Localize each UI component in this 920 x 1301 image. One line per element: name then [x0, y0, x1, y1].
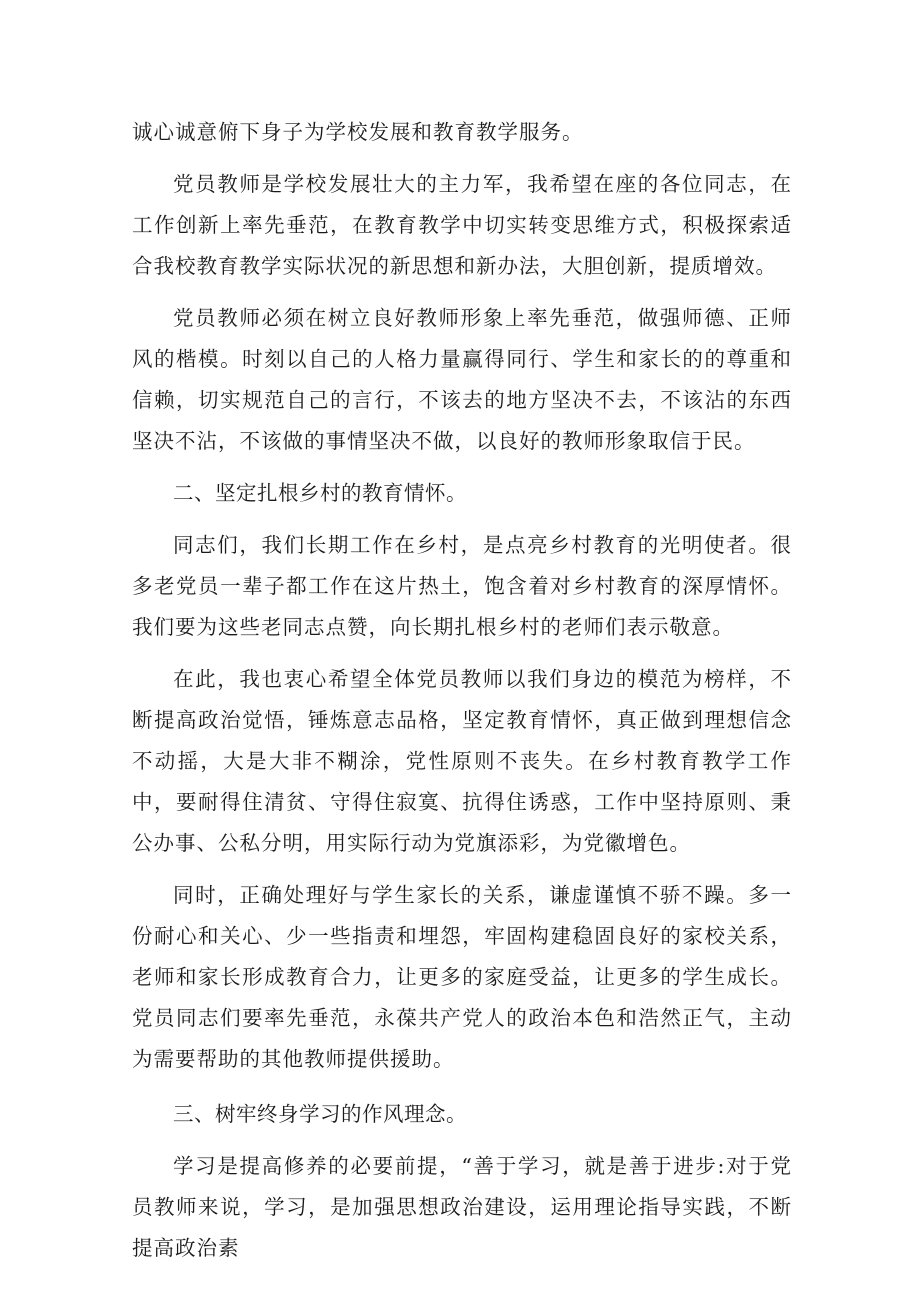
paragraph-rural-education: 同志们，我们长期工作在乡村，是点亮乡村教育的光明使者。很多老党员一辈子都工作在这片热土，饱含着对乡村教育的深厚情怀。我们要为这些老同志点赞，向长期扎根乡村的老师们表示敬意。 — [132, 533, 792, 639]
paragraph-role-models: 在此，我也衷心希望全体党员教师以我们身边的模范为榜样，不断提高政治觉悟，锤炼意志品格，坚定教育情怀，真正做到理想信念不动摇，大是大非不糊涂，党性原则不丧失。在乡村教育教学工作中，要耐得住清贫、守得住寂寞、抗得住诱惑，工作中坚持原则、秉公办事、公私分明，用实际行动为党旗添彩，为党徽增色。 — [132, 667, 792, 855]
document-page — [132, 112, 792, 1269]
section-heading-three: 三、树牢终身学习的作风理念。 — [173, 1102, 467, 1126]
paragraph-gap — [132, 153, 792, 164]
paragraph-innovation: 党员教师是学校发展壮大的主力军，我希望在座的各位同志，在工作创新上率先垂范，在教育教学中切实转变思维方式，积极探索适合我校教育教学实际状况的新思想和新办法，大胆创新，提质增效。 — [132, 172, 792, 278]
paragraph-gap — [132, 864, 792, 875]
paragraph-lifelong-learning: 学习是提高修养的必要前提，“善于学习，就是善于进步:对于党员教师来说，学习，是加强思想政治建设，运用理论指导实践，不断提高政治素 — [132, 1154, 792, 1260]
paragraph-gap — [132, 648, 792, 659]
paragraph-continuation: 诚心诚意俯下身子为学校发展和教育教学服务。 — [132, 120, 584, 144]
paragraph-teacher-image: 党员教师必须在树立良好教师形象上率先垂范，做强师德、正师风的楷模。时刻以自己的人格力量赢得同行、学生和家长的的尊重和信赖，切实规范自己的言行，不该去的地方坚决不去，不该沾的东西坚决不沾，不该做的事情坚决不做，以良好的教师形象取信于民。 — [132, 306, 792, 453]
paragraph-gap — [132, 462, 792, 473]
paragraph-gap — [132, 1135, 792, 1146]
paragraph-gap — [132, 1080, 792, 1094]
section-heading-two: 二、坚定扎根乡村的教育情怀。 — [173, 481, 467, 505]
paragraph-gap — [132, 287, 792, 298]
paragraph-gap — [132, 514, 792, 525]
paragraph-parent-relations: 同时，正确处理好与学生家长的关系，谦虚谨慎不骄不躁。多一份耐心和关心、少一些指责和埋怨，牢固构建稳固良好的家校关系，老师和家长形成教育合力，让更多的家庭受益，让更多的学生成长。党员同志们要率先垂范，永葆共产党人的政治本色和浩然正气，主动为需要帮助的其他教师提供援助。 — [132, 883, 792, 1071]
